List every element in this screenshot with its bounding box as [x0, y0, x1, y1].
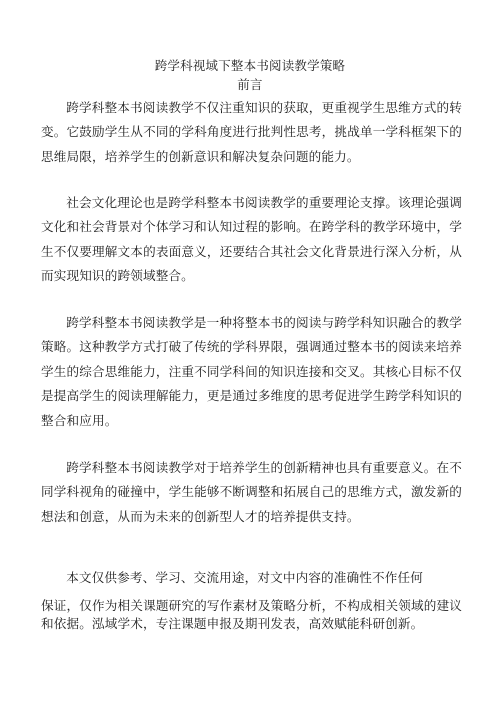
paragraph-2: 社会文化理论也是跨学科整本书阅读教学的重要理论支撑。该理论强调文化和社会背景对个体学习和认知过程的影响。在跨学科的教学环境中，学生不仅要理解文本的表面意义，还要结合其社会文化背景进行深入分析，从而实现知识的跨领域整合。: [41, 195, 462, 284]
disclaimer-line-2: 保证，仅作为相关课题研究的写作素材及策略分析，不构成相关领域的建议和依据。泓域学术，专注课题申报及期刊发表，高效赋能科研创新。: [41, 598, 462, 631]
disclaimer-line-1: 本文仅供参考、学习、交流用途，对文中内容的准确性不作任何: [66, 570, 424, 585]
section-heading-preface: 前言: [237, 77, 263, 92]
paragraph-3: 跨学科整本书阅读教学是一种将整本书的阅读与跨学科知识融合的教学策略。这种教学方式打破了传统的学科界限，强调通过整本书的阅读来培养学生的综合思维能力，注重不同学科间的知识连接和交叉。其核心目标不仅是提高学生的阅读理解能力，更是通过多维度的思考促进学生跨学科知识的整合和应用。: [41, 315, 462, 428]
document-title: 跨学科视域下整本书阅读教学策略: [154, 58, 346, 73]
paragraph-1: 跨学科整本书阅读教学不仅注重知识的获取，更重视学生思维方式的转变。它鼓励学生从不同的学科角度进行批判性思考，挑战单一学科框架下的思维局限，培养学生的创新意识和解决复杂问题的能力。: [41, 100, 462, 164]
paragraph-4: 跨学科整本书阅读教学对于培养学生的创新精神也具有重要意义。在不同学科视角的碰撞中，学生能够不断调整和拓展自己的思维方式，激发新的想法和创意，从而为未来的创新型人才的培养提供支持。: [41, 460, 462, 524]
